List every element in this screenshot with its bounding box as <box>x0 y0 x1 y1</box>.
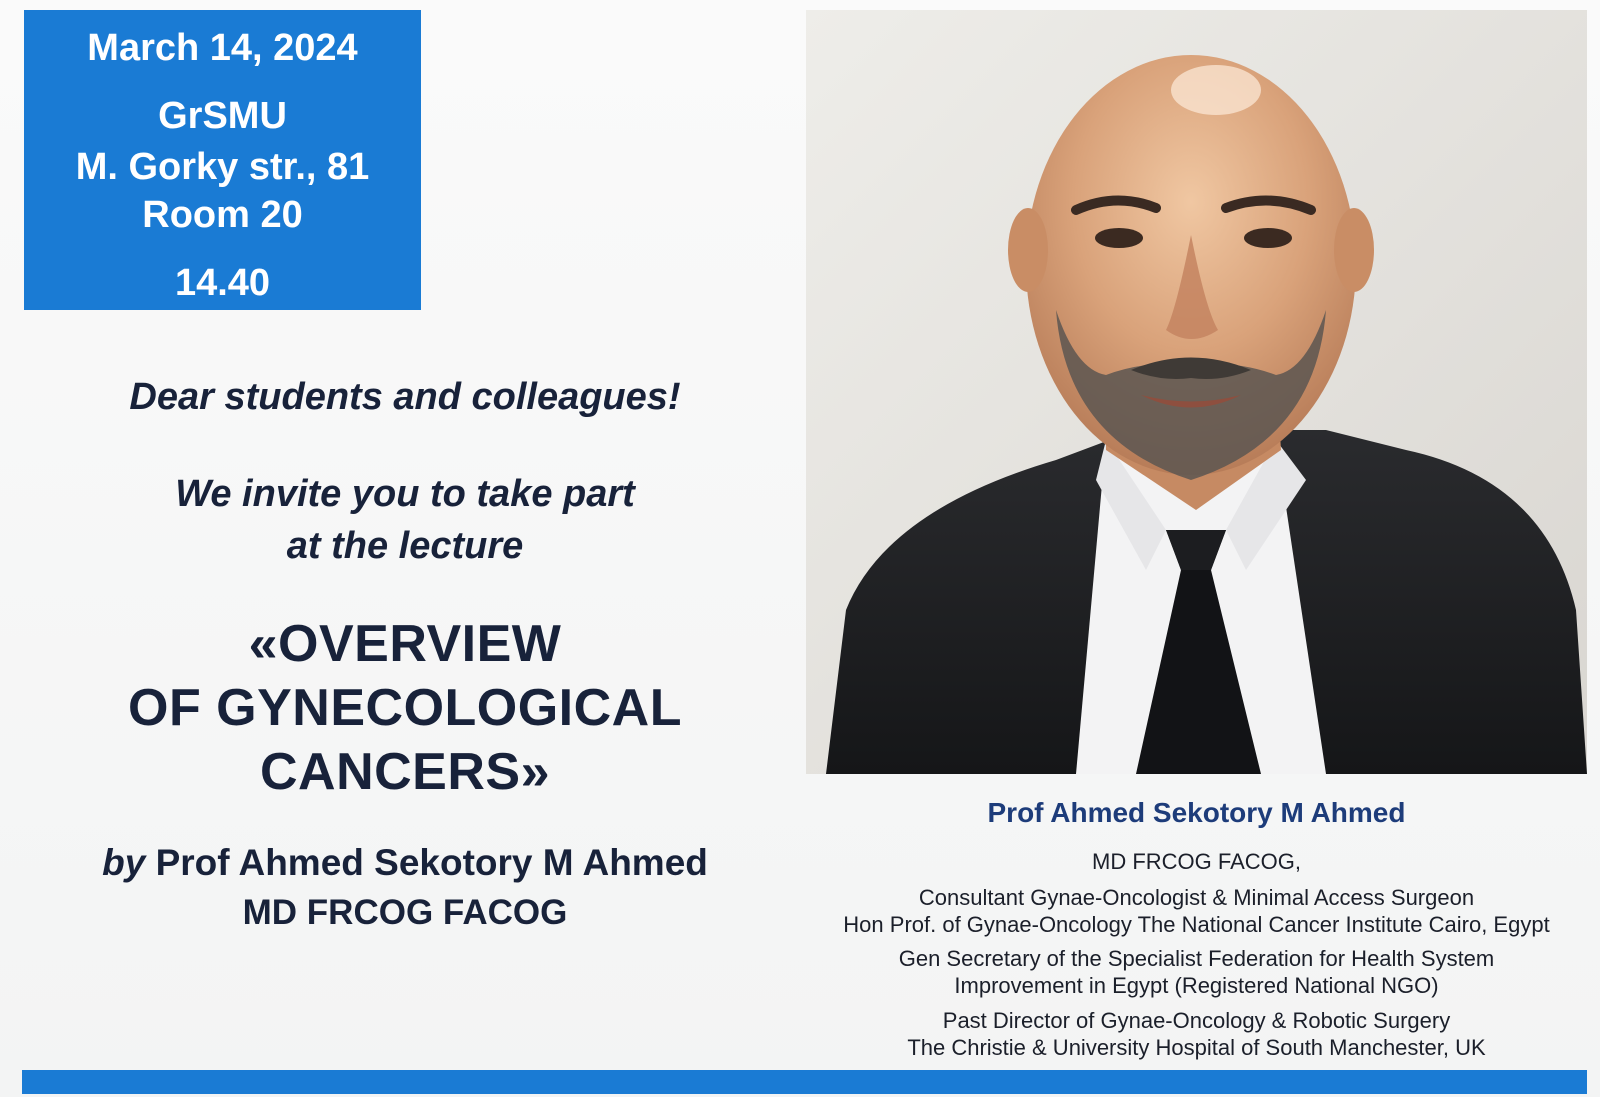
speaker-role-3a: Past Director of Gynae-Oncology & Robotic Surgery <box>942 1008 1451 1033</box>
speaker-portrait-illustration <box>806 10 1587 774</box>
speaker-role-1a: Consultant Gynae-Oncologist & Minimal Access Surgeon <box>918 885 1475 910</box>
invitation-line-1: We invite you to take part <box>175 473 635 515</box>
speaker-credentials <box>806 848 1587 875</box>
lecture-title-line-1: «OVERVIEW <box>248 615 562 673</box>
event-organization: GrSMU <box>158 95 287 137</box>
lecture-title-line-2: OF GYNECOLOGICAL <box>128 679 682 737</box>
speaker-role-3b: The Christie & University Hospital of South Manchester, UK <box>907 1035 1486 1060</box>
byline-credentials: MD FRCOG FACOG <box>242 893 568 932</box>
event-street: M. Gorky str., 81 <box>75 146 370 188</box>
speaker-role-block-2 <box>806 945 1587 999</box>
invitation-text <box>60 468 750 572</box>
event-time: 14.40 <box>174 262 271 304</box>
speaker-role-2a: Gen Secretary of the Specialist Federation for Health System <box>898 946 1495 971</box>
byline-speaker: Prof Ahmed Sekotory M Ahmed <box>155 842 708 883</box>
speaker-role-2b: Improvement in Egypt (Registered National NGO) <box>954 973 1439 998</box>
speaker-role-1b: Hon Prof. of Gynae-Oncology The National Cancer Institute Cairo, Egypt <box>843 912 1550 937</box>
event-date: March 14, 2024 <box>87 27 358 69</box>
greeting: Dear students and colleagues! <box>129 376 681 418</box>
lecture-title <box>60 612 750 804</box>
lecture-byline <box>60 838 750 938</box>
speaker-photo <box>806 10 1587 774</box>
by-word: by <box>102 842 146 883</box>
speaker-name: Prof Ahmed Sekotory M Ahmed <box>987 797 1406 828</box>
invitation-line-2: at the lecture <box>286 525 524 567</box>
speaker-role-block-3 <box>806 1007 1587 1061</box>
speaker-role-block-1 <box>806 884 1587 938</box>
speaker-credentials-line: MD FRCOG FACOG, <box>1092 849 1301 874</box>
bottom-accent-bar <box>22 1070 1587 1094</box>
lecture-title-line-3: CANCERS» <box>259 743 551 801</box>
event-info-box <box>24 10 421 310</box>
event-room: Room 20 <box>142 194 303 236</box>
